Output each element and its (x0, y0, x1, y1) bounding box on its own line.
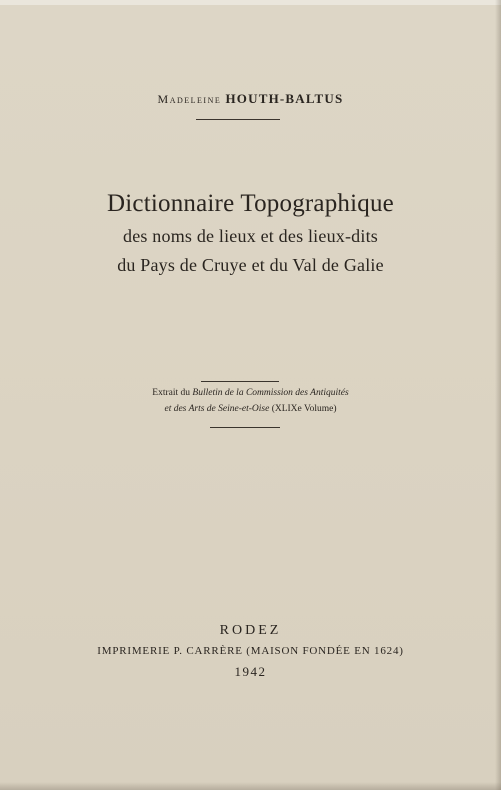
page-bottom-edge (0, 782, 501, 790)
page-top-edge (0, 0, 501, 5)
imprint-city: RODEZ (219, 623, 282, 638)
extract-volume: (XLIXe Volume) (271, 404, 337, 414)
extract-bulletin: Bulletin de la Commission des Antiquités (192, 388, 349, 398)
extract-prefix: Extrait du (152, 388, 191, 398)
imprint-year: 1942 (234, 664, 267, 679)
document-subtitle-line1: des noms de lieux et des lieux-dits (123, 226, 378, 246)
document-subtitle-line2: du Pays de Cruye et du Val de Galie (117, 255, 384, 275)
author-first-name: Madeleine (157, 92, 222, 106)
extract-line2-italic: et des Arts de Seine-et-Oise (164, 404, 270, 414)
imprint-printer: IMPRIMERIE P. CARRÈRE (MAISON FONDÉE EN 1624) (97, 645, 404, 657)
document-title: Dictionnaire Topographique (107, 190, 394, 217)
author-last-name: HOUTH-BALTUS (225, 91, 344, 106)
author-divider (196, 119, 280, 120)
extract-line2 (0, 404, 501, 414)
author-line (0, 91, 501, 107)
extract-top-divider (201, 381, 279, 382)
extract-line1 (0, 388, 501, 398)
extract-bottom-divider (210, 427, 280, 428)
